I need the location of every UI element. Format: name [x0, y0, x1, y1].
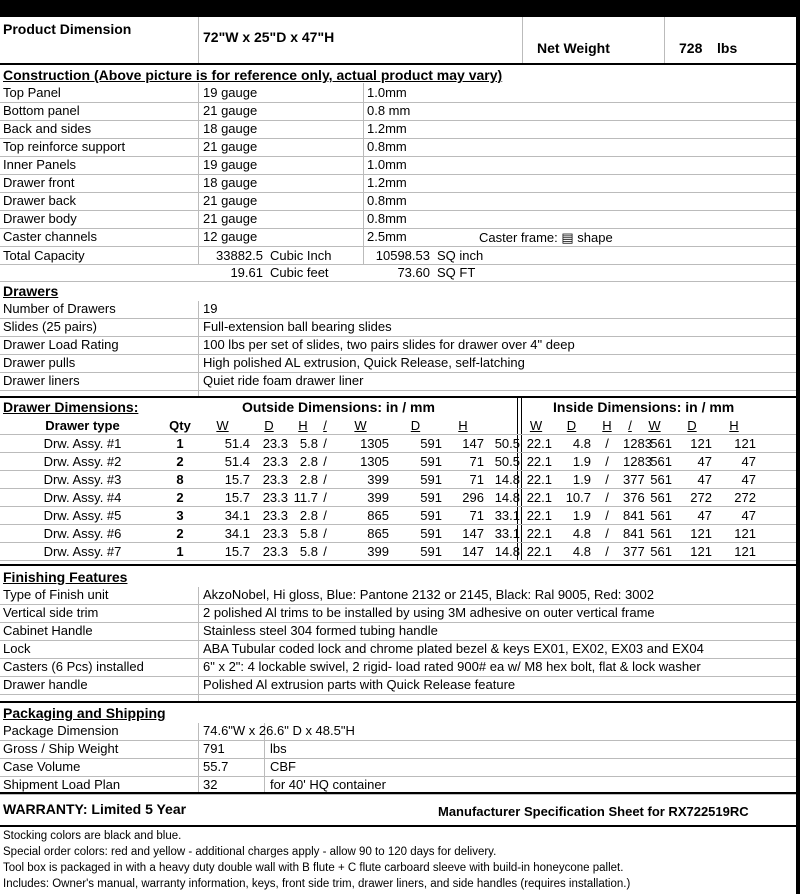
row-rule — [0, 560, 796, 561]
slash-cell: / — [323, 508, 327, 523]
drawer-row-value: Full-extension ball bearing slides — [203, 319, 392, 334]
construction-row-mm: 0.8 mm — [367, 103, 411, 118]
outside-w-mm: 399 — [367, 472, 389, 487]
dims-table — [0, 417, 796, 561]
finishing-row-label: Cabinet Handle — [3, 623, 93, 638]
outside-w-mm: 865 — [367, 508, 389, 523]
outside-d-mm: 591 — [420, 490, 442, 505]
packaging-title: Packaging and Shipping — [3, 705, 166, 721]
row-rule — [0, 246, 796, 247]
inside-w-in: 33.1 — [494, 526, 520, 541]
construction-row-label: Drawer body — [3, 211, 77, 226]
outside-h-mm: 71 — [469, 472, 484, 487]
divider — [198, 17, 199, 63]
inside-h-mm: 47 — [741, 472, 756, 487]
outside-w-in: 51.4 — [224, 436, 250, 451]
finishing-title: Finishing Features — [3, 569, 128, 585]
outside-d-mm: 591 — [420, 508, 442, 523]
net-weight-value: 728 — [679, 40, 703, 56]
inside-h-mm: 47 — [741, 454, 756, 469]
inside-h-mm: 121 — [690, 436, 712, 451]
construction-row-mm: 1.2mm — [367, 121, 407, 136]
outside-w-mm: 1305 — [360, 454, 389, 469]
construction-row-label: Drawer front — [3, 175, 75, 190]
outside-w-mm: 399 — [367, 544, 389, 559]
footer-note: Tool box is packaged in with a heavy duty double wall with B flute + C flute carboard sleeve with build-in honeycone pallet. — [3, 862, 624, 874]
inside-h-in: 10.7 — [565, 490, 591, 505]
construction-row-label: Drawer back — [3, 193, 76, 208]
construction-row-gauge: 21 gauge — [203, 193, 258, 208]
inside-w-mm: 376 — [623, 490, 645, 505]
col-header-d: D — [410, 418, 421, 433]
slash-cell: / — [605, 544, 609, 559]
finishing-row-label: Vertical side trim — [3, 605, 99, 620]
row-rule — [0, 758, 796, 759]
table-row — [0, 543, 796, 561]
drawer-type-cell: Drw. Assy. #5 — [43, 508, 122, 523]
finishing-row-value: Polished Al extrusion parts with Quick Release feature — [203, 677, 516, 692]
construction-row-gauge: 21 gauge — [203, 211, 258, 226]
capacity-sq-inch: 10598.53 — [375, 248, 430, 263]
outside-h-mm: 71 — [469, 508, 484, 523]
outside-w-in: 51.4 — [224, 454, 250, 469]
outside-d-in: 23.3 — [262, 490, 288, 505]
col-drawer-type: Drawer type — [45, 418, 120, 433]
finishing-row-value: AkzoNobel, Hi gloss, Blue: Pantone 2132 or 2145, Black: Ral 9005, Red: 3002 — [203, 587, 654, 602]
drawer-type-cell: Drw. Assy. #3 — [43, 472, 122, 487]
packaging-row-label: Package Dimension — [3, 723, 119, 738]
inside-d-mm: 561 — [650, 436, 672, 451]
construction-row-mm: 2.5mm — [367, 229, 407, 244]
col-header-h: H — [458, 418, 468, 433]
inside-d-in: 22.1 — [526, 490, 552, 505]
inside-w-mm: 841 — [623, 508, 645, 523]
row-rule — [0, 372, 796, 373]
col-header-w: W — [648, 418, 661, 433]
column-rule — [363, 83, 364, 265]
construction-row-label: Bottom panel — [3, 103, 80, 118]
packaging-row-unit: lbs — [270, 741, 287, 756]
row-rule — [0, 452, 796, 453]
construction-row-gauge: 21 gauge — [203, 139, 258, 154]
inside-w-mm: 1283 — [623, 454, 652, 469]
row-rule — [0, 542, 796, 543]
outside-h-in: 5.8 — [299, 436, 318, 451]
cubic-inch-label: Cubic Inch — [270, 248, 332, 263]
row-rule — [0, 470, 796, 471]
inside-h-mm: 121 — [734, 544, 756, 559]
sq-inch-label: SQ inch — [437, 248, 484, 263]
drawer-row-value: High polished AL extrusion, Quick Release, self-latching — [203, 355, 525, 370]
outside-h-in: 11.7 — [293, 490, 318, 505]
slash-cell: / — [605, 472, 609, 487]
row-rule — [0, 318, 796, 319]
row-rule — [0, 794, 796, 795]
inside-w-in: 14.8 — [494, 544, 520, 559]
inside-w-in: 50.5 — [494, 436, 520, 451]
packaging-row-unit: CBF — [270, 759, 296, 774]
construction-row-label: Top reinforce support — [3, 139, 126, 154]
outside-d-mm: 591 — [420, 544, 442, 559]
construction-row-gauge: 19 gauge — [203, 85, 258, 100]
caster-frame-note: Caster frame: ▤ shape — [479, 230, 613, 245]
finishing-row-value: ABA Tubular coded lock and chrome plated bezel & keys EX01, EX02, EX03 and EX04 — [203, 641, 704, 656]
inside-w-in: 50.5 — [494, 454, 520, 469]
slash-cell: / — [323, 454, 327, 469]
construction-row-label: Caster channels — [3, 229, 97, 244]
inside-d-mm: 561 — [650, 526, 672, 541]
outside-h-mm: 147 — [462, 544, 484, 559]
row-rule — [0, 264, 796, 265]
outside-w-in: 15.7 — [224, 490, 250, 505]
outside-d-in: 23.3 — [262, 508, 288, 523]
inside-d-mm: 561 — [650, 490, 672, 505]
sq-ft-label: SQ FT — [437, 265, 476, 280]
finishing-row-label: Drawer handle — [3, 677, 88, 692]
product-dimension-label: Product Dimension — [3, 21, 132, 37]
inside-w-mm: 377 — [623, 472, 645, 487]
finishing-row-label: Type of Finish unit — [3, 587, 109, 602]
construction-row-mm: 0.8mm — [367, 139, 407, 154]
table-row — [0, 471, 796, 489]
qty-cell: 8 — [176, 472, 184, 487]
table-row — [0, 489, 796, 507]
slash-cell: / — [323, 472, 327, 487]
outside-h-in: 2.8 — [299, 454, 318, 469]
divider — [0, 701, 796, 703]
capacity-cubic-feet: 19.61 — [230, 265, 263, 280]
inside-d-mm: 561 — [650, 472, 672, 487]
outside-w-in: 15.7 — [224, 472, 250, 487]
slash-cell: / — [605, 436, 609, 451]
capacity-sq-ft: 73.60 — [397, 265, 430, 280]
divider — [0, 63, 796, 65]
dims-title: Drawer Dimensions: — [3, 399, 139, 415]
row-rule — [0, 390, 796, 391]
inside-w-in: 33.1 — [494, 508, 520, 523]
qty-cell: 1 — [176, 436, 184, 451]
outside-h-mm: 147 — [462, 436, 484, 451]
col-header-w: W — [354, 418, 367, 433]
col-header-d: D — [566, 418, 577, 433]
construction-row-label: Inner Panels — [3, 157, 76, 172]
drawer-type-cell: Drw. Assy. #6 — [43, 526, 122, 541]
slash-cell: / — [605, 508, 609, 523]
inside-h-mm: 272 — [734, 490, 756, 505]
inside-w-mm: 841 — [623, 526, 645, 541]
col-header-h: H — [602, 418, 612, 433]
inside-w-in: 14.8 — [494, 472, 520, 487]
col-header-d: D — [687, 418, 697, 433]
col-header-w: W — [216, 418, 229, 433]
table-row — [0, 525, 796, 543]
inside-dims-title: Inside Dimensions: in / mm — [553, 399, 735, 415]
drawer-row-value: Quiet ride foam drawer liner — [203, 373, 364, 388]
col-header-h: H — [729, 418, 739, 433]
inside-h-in: 1.9 — [572, 472, 591, 487]
inside-d-in: 22.1 — [526, 526, 552, 541]
packaging-row-label: Case Volume — [3, 759, 81, 774]
inside-d-in: 22.1 — [526, 436, 552, 451]
inside-h-mm: 121 — [734, 436, 756, 451]
row-rule — [0, 281, 796, 282]
slash-cell: / — [323, 490, 327, 505]
slash-cell: / — [605, 490, 609, 505]
table-row — [0, 435, 796, 453]
warranty-text: WARRANTY: Limited 5 Year — [3, 801, 187, 817]
footer-note: Special order colors: red and yellow - additional charges apply - allow 90 to 120 days for delivery. — [3, 846, 497, 858]
outside-d-in: 23.3 — [262, 436, 288, 451]
construction-row-gauge: 18 gauge — [203, 121, 258, 136]
outside-d-mm: 591 — [420, 454, 442, 469]
col-qty: Qty — [169, 418, 191, 433]
row-rule — [0, 694, 796, 695]
drawer-row-label: Drawer liners — [3, 373, 80, 388]
inside-d-in: 22.1 — [526, 454, 552, 469]
col-header-slash: / — [323, 418, 327, 433]
inside-w-in: 14.8 — [494, 490, 520, 505]
qty-cell: 2 — [176, 526, 184, 541]
inside-h-mm: 121 — [690, 526, 712, 541]
outside-dims-title: Outside Dimensions: in / mm — [242, 399, 435, 415]
outside-h-in: 2.8 — [299, 508, 318, 523]
drawer-type-cell: Drw. Assy. #2 — [43, 454, 122, 469]
drawer-type-cell: Drw. Assy. #4 — [43, 490, 122, 505]
construction-row-label: Back and sides — [3, 121, 92, 136]
col-header-d: D — [264, 418, 274, 433]
spec-sheet — [0, 17, 796, 894]
packaging-row-value: 791 — [203, 741, 225, 756]
finishing-row-label: Lock — [3, 641, 31, 656]
net-weight-unit: lbs — [717, 40, 738, 56]
spacer-cell — [756, 417, 796, 435]
drawer-row-label: Number of Drawers — [3, 301, 116, 316]
cubic-feet-label: Cubic feet — [270, 265, 329, 280]
inside-d-mm: 561 — [650, 454, 672, 469]
product-dimension-value: 72"W x 25"D x 47"H — [203, 29, 335, 45]
inside-d-mm: 561 — [650, 544, 672, 559]
outside-h-mm: 147 — [462, 526, 484, 541]
drawer-row-value: 19 — [203, 301, 218, 316]
outside-w-in: 34.1 — [224, 526, 250, 541]
inside-h-mm: 47 — [697, 454, 712, 469]
inside-h-in: 4.8 — [572, 544, 591, 559]
col-header-slash: / — [628, 418, 632, 433]
drawer-row-label: Drawer pulls — [3, 355, 76, 370]
divider — [0, 396, 796, 398]
qty-cell: 1 — [176, 544, 184, 559]
outside-d-in: 23.3 — [262, 454, 288, 469]
outside-d-mm: 591 — [420, 472, 442, 487]
divider — [522, 17, 523, 63]
slash-cell: / — [323, 526, 327, 541]
construction-row-mm: 1.0mm — [367, 85, 407, 100]
row-rule — [0, 506, 796, 507]
drawer-row-value: 100 lbs per set of slides, two pairs slides for drawer over 4" deep — [203, 337, 575, 352]
footer-note: Stocking colors are black and blue. — [3, 830, 182, 842]
row-rule — [0, 740, 796, 741]
inside-w-mm: 377 — [623, 544, 645, 559]
qty-cell: 2 — [176, 490, 184, 505]
col-header-h: H — [298, 418, 308, 433]
finishing-row-value: Stainless steel 304 formed tubing handle — [203, 623, 438, 638]
qty-cell: 2 — [176, 454, 184, 469]
construction-row-label: Top Panel — [3, 85, 61, 100]
outside-d-in: 23.3 — [262, 544, 288, 559]
inside-h-in: 4.8 — [572, 526, 591, 541]
construction-row-mm: 1.2mm — [367, 175, 407, 190]
outside-w-in: 34.1 — [224, 508, 250, 523]
outside-w-mm: 865 — [367, 526, 389, 541]
outside-h-mm: 71 — [469, 454, 484, 469]
divider — [0, 825, 796, 827]
slash-cell: / — [323, 544, 327, 559]
column-rule — [198, 301, 199, 396]
drawers-title: Drawers — [3, 283, 59, 299]
inside-d-in: 22.1 — [526, 472, 552, 487]
construction-row-gauge: 18 gauge — [203, 175, 258, 190]
inside-h-in: 1.9 — [572, 454, 591, 469]
packaging-row-label: Gross / Ship Weight — [3, 741, 119, 756]
inside-d-mm: 561 — [650, 508, 672, 523]
row-rule — [0, 434, 796, 435]
inside-h-in: 1.9 — [572, 508, 591, 523]
table-row — [0, 453, 796, 471]
packaging-row-value: 32 — [203, 777, 218, 792]
inside-h-mm: 121 — [734, 526, 756, 541]
col-header-w: W — [529, 418, 543, 433]
packaging-row-unit: for 40' HQ container — [270, 777, 386, 792]
drawer-type-cell: Drw. Assy. #7 — [43, 544, 122, 559]
outside-h-in: 5.8 — [299, 544, 318, 559]
construction-row-mm: 0.8mm — [367, 211, 407, 226]
inside-d-in: 22.1 — [526, 508, 552, 523]
row-rule — [0, 488, 796, 489]
construction-row-mm: 0.8mm — [367, 193, 407, 208]
outside-h-mm: 296 — [462, 490, 484, 505]
finishing-row-value: 6" x 2": 4 lockable swivel, 2 rigid- load rated 900# ea w/ M8 hex bolt, flat & lock washer — [203, 659, 701, 674]
inside-h-mm: 47 — [697, 472, 712, 487]
column-rule — [198, 83, 199, 265]
outside-d-in: 23.3 — [262, 526, 288, 541]
outside-d-mm: 591 — [420, 436, 442, 451]
packaging-row-value: 74.6"W x 26.6" D x 48.5"H — [203, 723, 355, 738]
outside-w-mm: 399 — [367, 490, 389, 505]
dims-header-row — [0, 417, 796, 435]
outside-w-mm: 1305 — [360, 436, 389, 451]
spacer-cell — [484, 417, 520, 435]
finishing-row-label: Casters (6 Pcs) installed — [3, 659, 144, 674]
outside-h-in: 5.8 — [299, 526, 318, 541]
drawer-row-label: Slides (25 pairs) — [3, 319, 97, 334]
divider — [664, 17, 665, 63]
slash-cell: / — [605, 526, 609, 541]
packaging-row-label: Shipment Load Plan — [3, 777, 121, 792]
construction-row-mm: 1.0mm — [367, 157, 407, 172]
table-row — [0, 507, 796, 525]
finishing-row-value: 2 polished Al trims to be installed by using 3M adhesive on outer vertical frame — [203, 605, 655, 620]
slash-cell: / — [605, 454, 609, 469]
qty-cell: 3 — [176, 508, 184, 523]
inside-h-in: 4.8 — [572, 436, 591, 451]
inside-h-mm: 272 — [690, 490, 712, 505]
inside-h-mm: 121 — [690, 544, 712, 559]
inside-w-mm: 1283 — [623, 436, 652, 451]
row-rule — [0, 524, 796, 525]
inside-h-mm: 47 — [697, 508, 712, 523]
outside-w-in: 15.7 — [224, 544, 250, 559]
packaging-row-value: 55.7 — [203, 759, 229, 774]
construction-row-gauge: 21 gauge — [203, 103, 258, 118]
outside-d-in: 23.3 — [262, 472, 288, 487]
construction-row-gauge: 19 gauge — [203, 157, 258, 172]
outside-d-mm: 591 — [420, 526, 442, 541]
construction-row-gauge: 12 gauge — [203, 229, 258, 244]
net-weight-label: Net Weight — [537, 40, 610, 56]
slash-cell: / — [323, 436, 327, 451]
capacity-label: Total Capacity — [3, 248, 85, 263]
divider — [0, 564, 796, 566]
drawer-row-label: Drawer Load Rating — [3, 337, 119, 352]
footer-note: Includes: Owner's manual, warranty information, keys, front side trim, drawer liners, and side handles (requires installation.) — [3, 878, 631, 890]
capacity-cubic-inch: 33882.5 — [216, 248, 263, 263]
inside-d-in: 22.1 — [526, 544, 552, 559]
outside-h-in: 2.8 — [299, 472, 318, 487]
drawer-type-cell: Drw. Assy. #1 — [43, 436, 122, 451]
construction-title: Construction (Above picture is for reference only, actual product may vary) — [3, 67, 503, 83]
inside-h-mm: 47 — [741, 508, 756, 523]
spec-sheet-title: Manufacturer Specification Sheet for RX722519RC — [438, 804, 749, 819]
